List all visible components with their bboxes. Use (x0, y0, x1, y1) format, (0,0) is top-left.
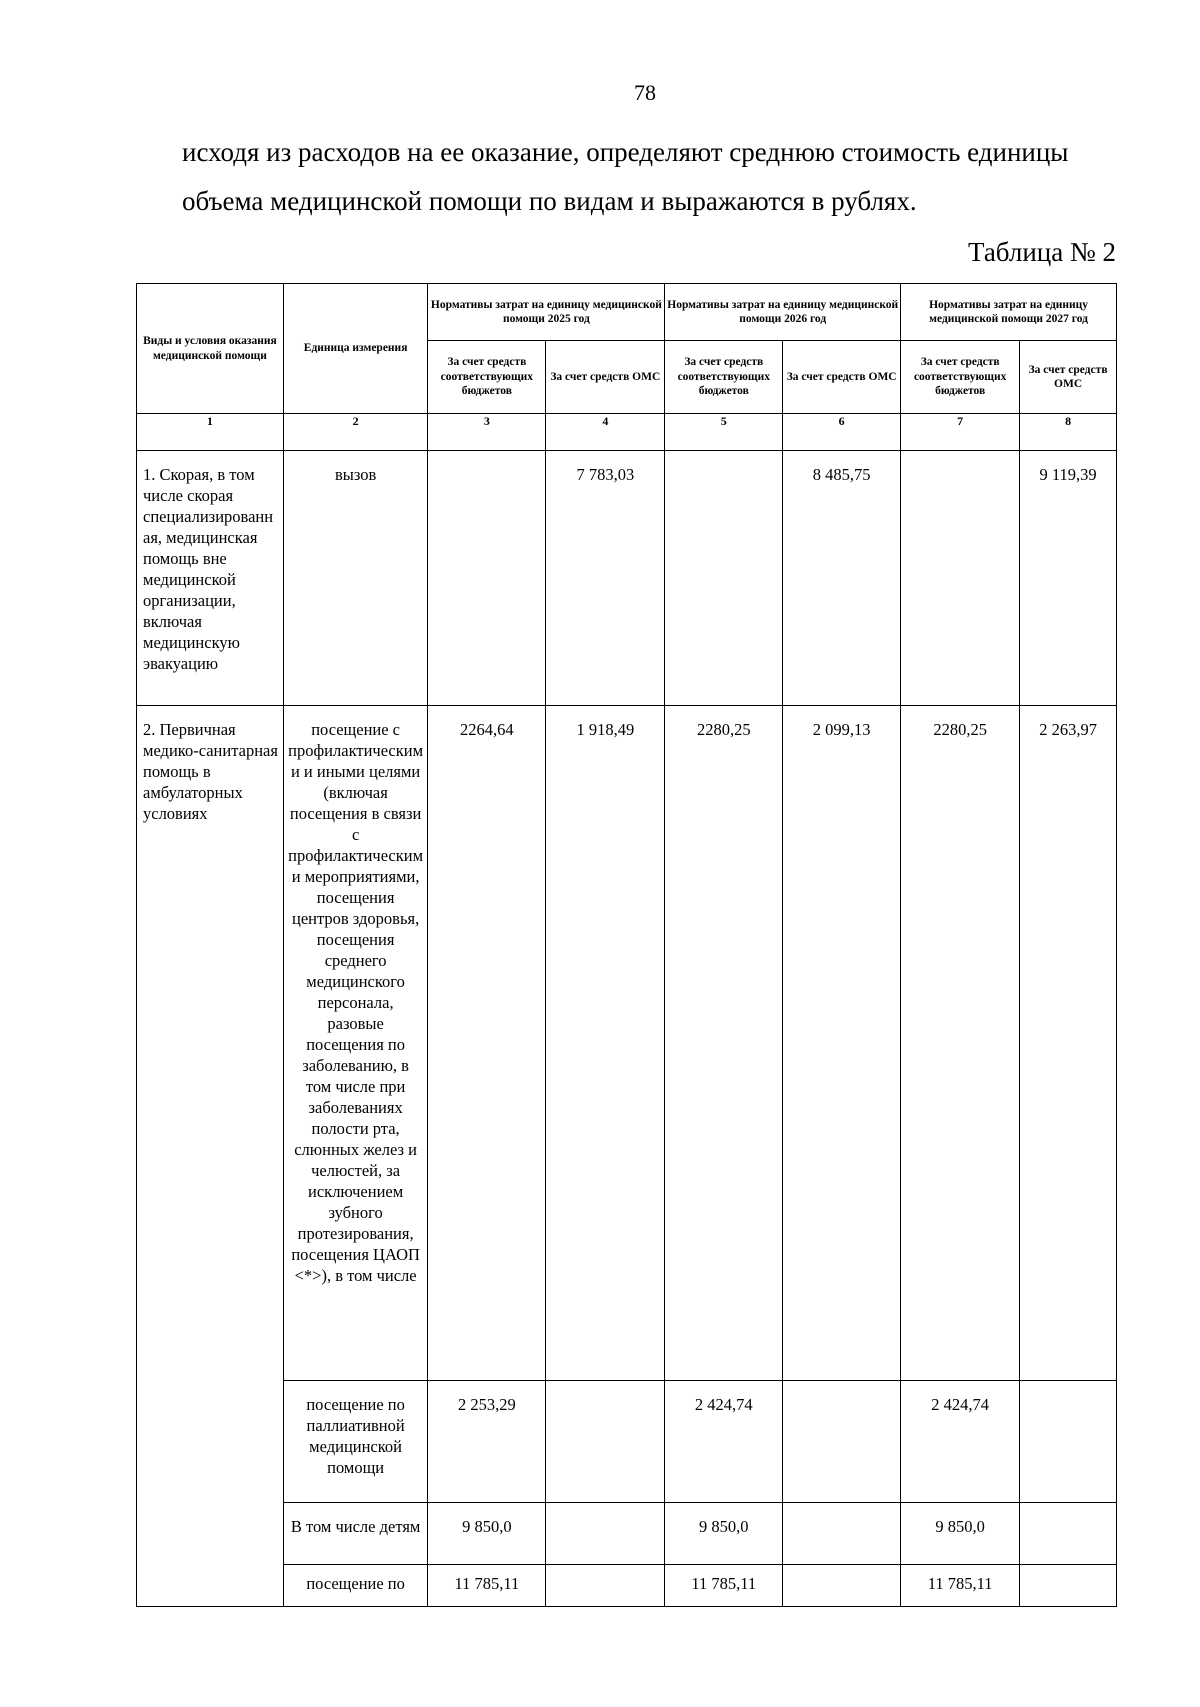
value-2026-budget: 9 850,0 (665, 1503, 783, 1565)
value-2027-oms: 9 119,39 (1020, 451, 1117, 706)
value-2027-budget: 9 850,0 (901, 1503, 1020, 1565)
column-number-row (137, 414, 1117, 451)
table-label: Таблица № 2 (968, 237, 1116, 267)
header-2027-oms: За счет средств ОМС (1020, 341, 1117, 414)
header-2025-oms: За счет средств ОМС (546, 341, 665, 414)
column-number: 8 (1020, 414, 1117, 451)
value-2027-oms (1020, 1503, 1117, 1565)
value-2025-budget: 2 253,29 (428, 1381, 546, 1503)
value-2025-budget (428, 451, 546, 706)
intro-text-line-1: исходя из расходов на ее оказание, определяют среднюю стоимость единицы (182, 137, 1069, 167)
header-unit: Единица измерения (283, 284, 428, 414)
header-2025: Нормативы затрат на единицу медицинской помощи 2025 год (428, 284, 665, 341)
value-2026-budget: 2280,25 (665, 706, 783, 1381)
table-row (137, 1503, 1117, 1565)
value-2025-oms: 7 783,03 (546, 451, 665, 706)
header-2026-budget: За счет средств соответствующих бюджетов (665, 341, 783, 414)
column-number: 4 (546, 414, 665, 451)
value-2026-oms: 2 099,13 (783, 706, 901, 1381)
row-unit: посещение по паллиативной медицинской помощи (283, 1381, 428, 1503)
row-unit: вызов (283, 451, 428, 706)
value-2025-budget: 9 850,0 (428, 1503, 546, 1565)
column-number: 6 (783, 414, 901, 451)
column-number: 5 (665, 414, 783, 451)
table-row (137, 706, 1117, 1381)
header-type: Виды и условия оказания медицинской помощи (137, 284, 284, 414)
value-2027-budget: 2280,25 (901, 706, 1020, 1381)
value-2025-budget: 11 785,11 (428, 1565, 546, 1607)
value-2027-oms: 2 263,97 (1020, 706, 1117, 1381)
row-unit: посещение с профилактическими и иными целями (включая посещения в связи с профилактическими мероприятиями, посещения центров здоровья, посещения среднего медицинского персонала, разовые посещения по заболеванию, в том числе при заболеваниях полости рта, слюнных желез и челюстей, за исключением зубного протезирования, посещения ЦАОП <*>), в том числе (283, 706, 428, 1381)
column-number: 2 (283, 414, 428, 451)
value-2026-oms (783, 1503, 901, 1565)
header-2026-oms: За счет средств ОМС (783, 341, 901, 414)
column-number: 7 (901, 414, 1020, 451)
cost-norms-table (136, 283, 1117, 1607)
header-2027: Нормативы затрат на единицу медицинской помощи 2027 год (901, 284, 1117, 341)
value-2025-budget: 2264,64 (428, 706, 546, 1381)
value-2027-oms (1020, 1381, 1117, 1503)
value-2025-oms (546, 1565, 665, 1607)
value-2027-oms (1020, 1565, 1117, 1607)
row-unit: посещение по (283, 1565, 428, 1607)
value-2026-budget: 11 785,11 (665, 1565, 783, 1607)
row-type: 1. Скорая, в том числе скорая специализированная, медицинская помощь вне медицинской организации, включая медицинскую эвакуацию (137, 451, 284, 706)
row-unit: В том числе детям (283, 1503, 428, 1565)
header-2027-budget: За счет средств соответствующих бюджетов (901, 341, 1020, 414)
value-2027-budget: 2 424,74 (901, 1381, 1020, 1503)
table-row (137, 1381, 1117, 1503)
value-2025-oms (546, 1381, 665, 1503)
value-2026-oms (783, 1565, 901, 1607)
header-row-years (137, 284, 1117, 341)
column-number: 1 (137, 414, 284, 451)
column-number: 3 (428, 414, 546, 451)
header-2026: Нормативы затрат на единицу медицинской помощи 2026 год (665, 284, 901, 341)
table-row (137, 451, 1117, 706)
value-2026-budget (665, 451, 783, 706)
page-number: 78 (634, 80, 656, 105)
value-2026-oms (783, 1381, 901, 1503)
header-2025-budget: За счет средств соответствующих бюджетов (428, 341, 546, 414)
value-2026-budget: 2 424,74 (665, 1381, 783, 1503)
intro-text-line-2: объема медицинской помощи по видам и выражаются в рублях. (182, 186, 917, 216)
value-2025-oms (546, 1503, 665, 1565)
value-2026-oms: 8 485,75 (783, 451, 901, 706)
value-2025-oms: 1 918,49 (546, 706, 665, 1381)
value-2027-budget (901, 451, 1020, 706)
value-2027-budget: 11 785,11 (901, 1565, 1020, 1607)
table-row (137, 1565, 1117, 1607)
row-type: 2. Первичная медико-санитарная помощь в амбулаторных условиях (137, 706, 284, 1607)
